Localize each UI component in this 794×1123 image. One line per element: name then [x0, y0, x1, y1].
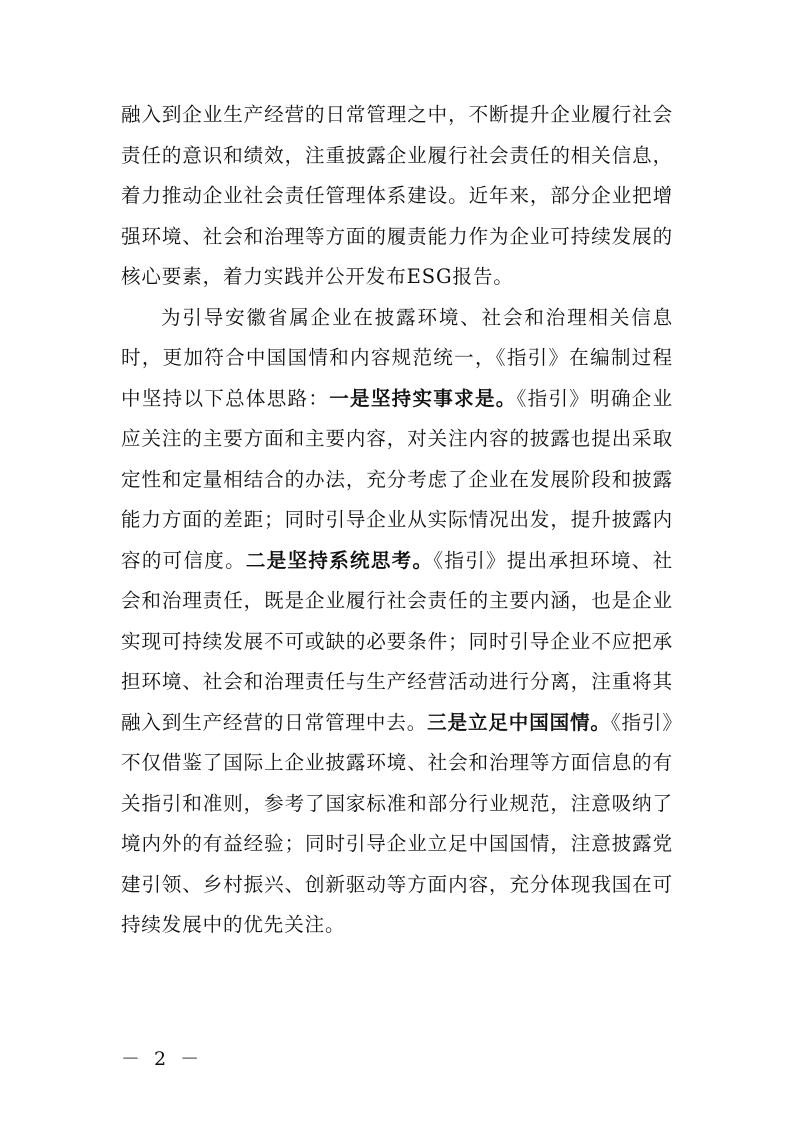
point-3-title: 三是立足中国国情。: [427, 710, 611, 734]
point-1-body: 《指引》明确企业应关注的主要方面和主要内容，对关注内容的披露也提出采取定性和定量相结合的办法，充分考虑了企业在发展阶段和披露能力方面的差距；同时引导企业从实际情况出发，提升披露内容的可信度。: [121, 386, 673, 572]
paragraph-1-text: 融入到企业生产经营的日常管理之中，不断提升企业履行社会责任的意识和绩效，注重披露企业履行社会责任的相关信息，着力推动企业社会责任管理体系建设。近年来，部分企业把增强环境、社会和治理等方面的履责能力作为企业可持续发展的核心要素，着力实践并公开发布ESG报告。: [121, 103, 673, 288]
paragraph-2-intro: 为引导安徽省属企业在披露环境、社会和治理相关信息时，更加符合中国国情和内容规范统一，《指引》在编制过程中坚持以下总体思路：: [121, 305, 673, 410]
point-3-body: 《指引》不仅借鉴了国际上企业披露环境、社会和治理等方面信息的有关指引和准则，参考了国家标准和部分行业规范，注意吸纳了境内外的有益经验；同时引导企业立足中国国情，注意披露党建引领、乡村振兴、创新驱动等方面内容，充分体现我国在可持续发展中的优先关注。: [121, 710, 673, 936]
body-text: [121, 95, 673, 946]
paragraph-continuation: [121, 95, 673, 298]
point-2-title: 二是坚持系统思考。: [245, 548, 434, 572]
point-1-title: 一是坚持实事求是。: [329, 386, 517, 410]
point-2-body: 《指引》提出承担环境、社会和治理责任，既是企业履行社会责任的主要内涵，也是企业实现可持续发展不可或缺的必要条件；同时引导企业不应把承担环境、社会和治理责任与生产经营活动进行分离，注重将其融入到生产经营的日常管理中去。: [121, 548, 673, 734]
page-number: － 2 －: [121, 1048, 204, 1070]
paragraph-overall-approach: [121, 298, 673, 946]
